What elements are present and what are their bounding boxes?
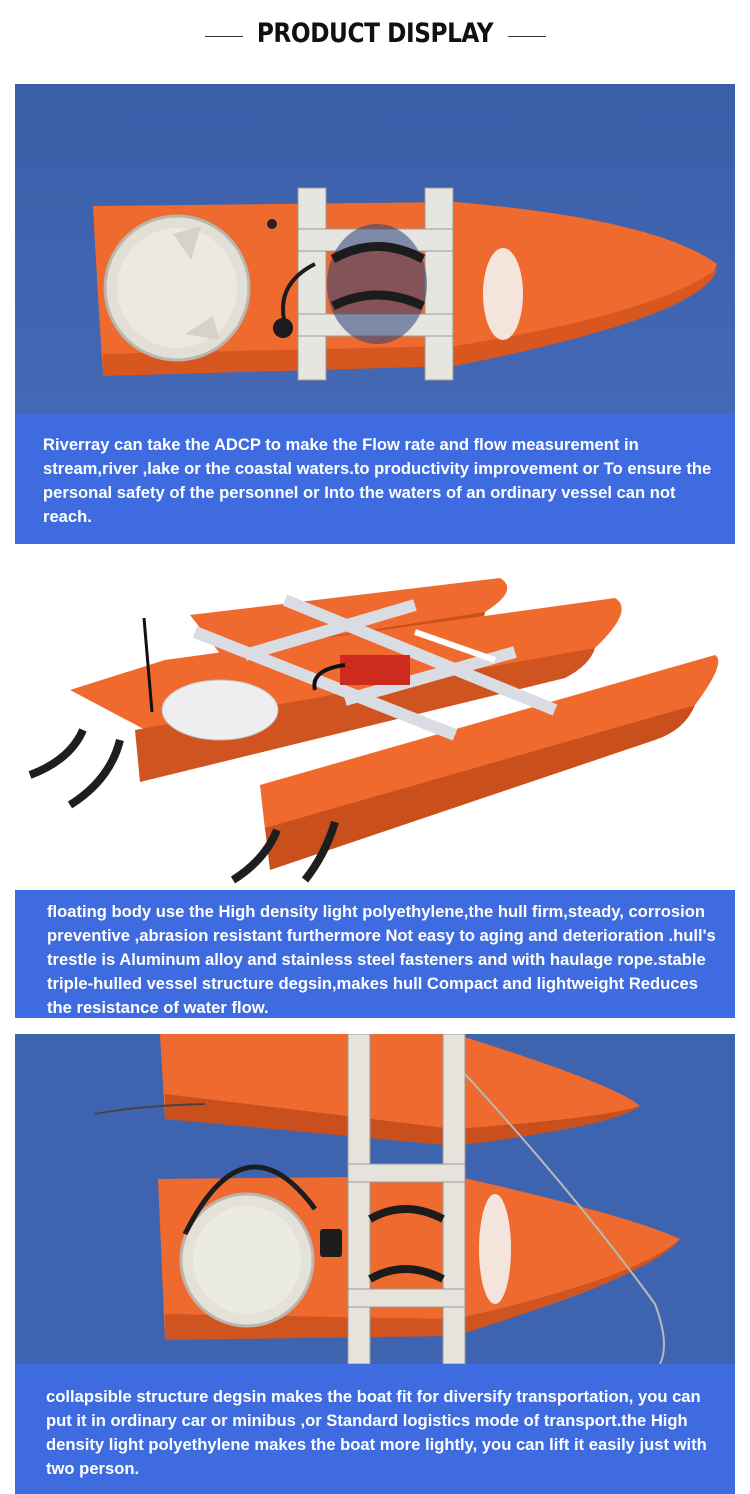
caption-3-text: collapsible structure degsin makes the boat fit for diversify transportation, you can put it in ordinary car or minibus ,or Standard logistics mode of transport.the High density light polyethylene makes the boat more lightly, you can lift it easily just with two person. [46, 1387, 707, 1478]
product-photo-triple-hull [15, 560, 735, 890]
caption-1 [15, 414, 735, 544]
page-header [0, 0, 750, 84]
caption-2-text: floating body use the High density light polyethylene,the hull firm,steady, corrosion preventive ,abrasion resistant furthermore Not easy to aging and deterioration .hull's trestle is Aluminum alloy and stainless steel fasteners and with haulage rope.stable triple-hulled vessel structure degsin,makes hull Compact and lightweight Reduces the resistance of water flow. [47, 902, 716, 1017]
product-photo-top-view [15, 84, 735, 414]
caption-2 [15, 890, 735, 1018]
caption-3 [15, 1364, 735, 1494]
header-rule-right [508, 36, 546, 37]
product-photo-folded [15, 1034, 735, 1364]
caption-1-text: Riverray can take the ADCP to make the Flow rate and flow measurement in stream,river ,lake or the coastal waters.to productivity improvement or To ensure the personal safety of the personnel or Into the waters of an ordinary vessel can not reach. [43, 435, 712, 526]
page-title: PRODUCT DISPLAY [256, 18, 494, 49]
